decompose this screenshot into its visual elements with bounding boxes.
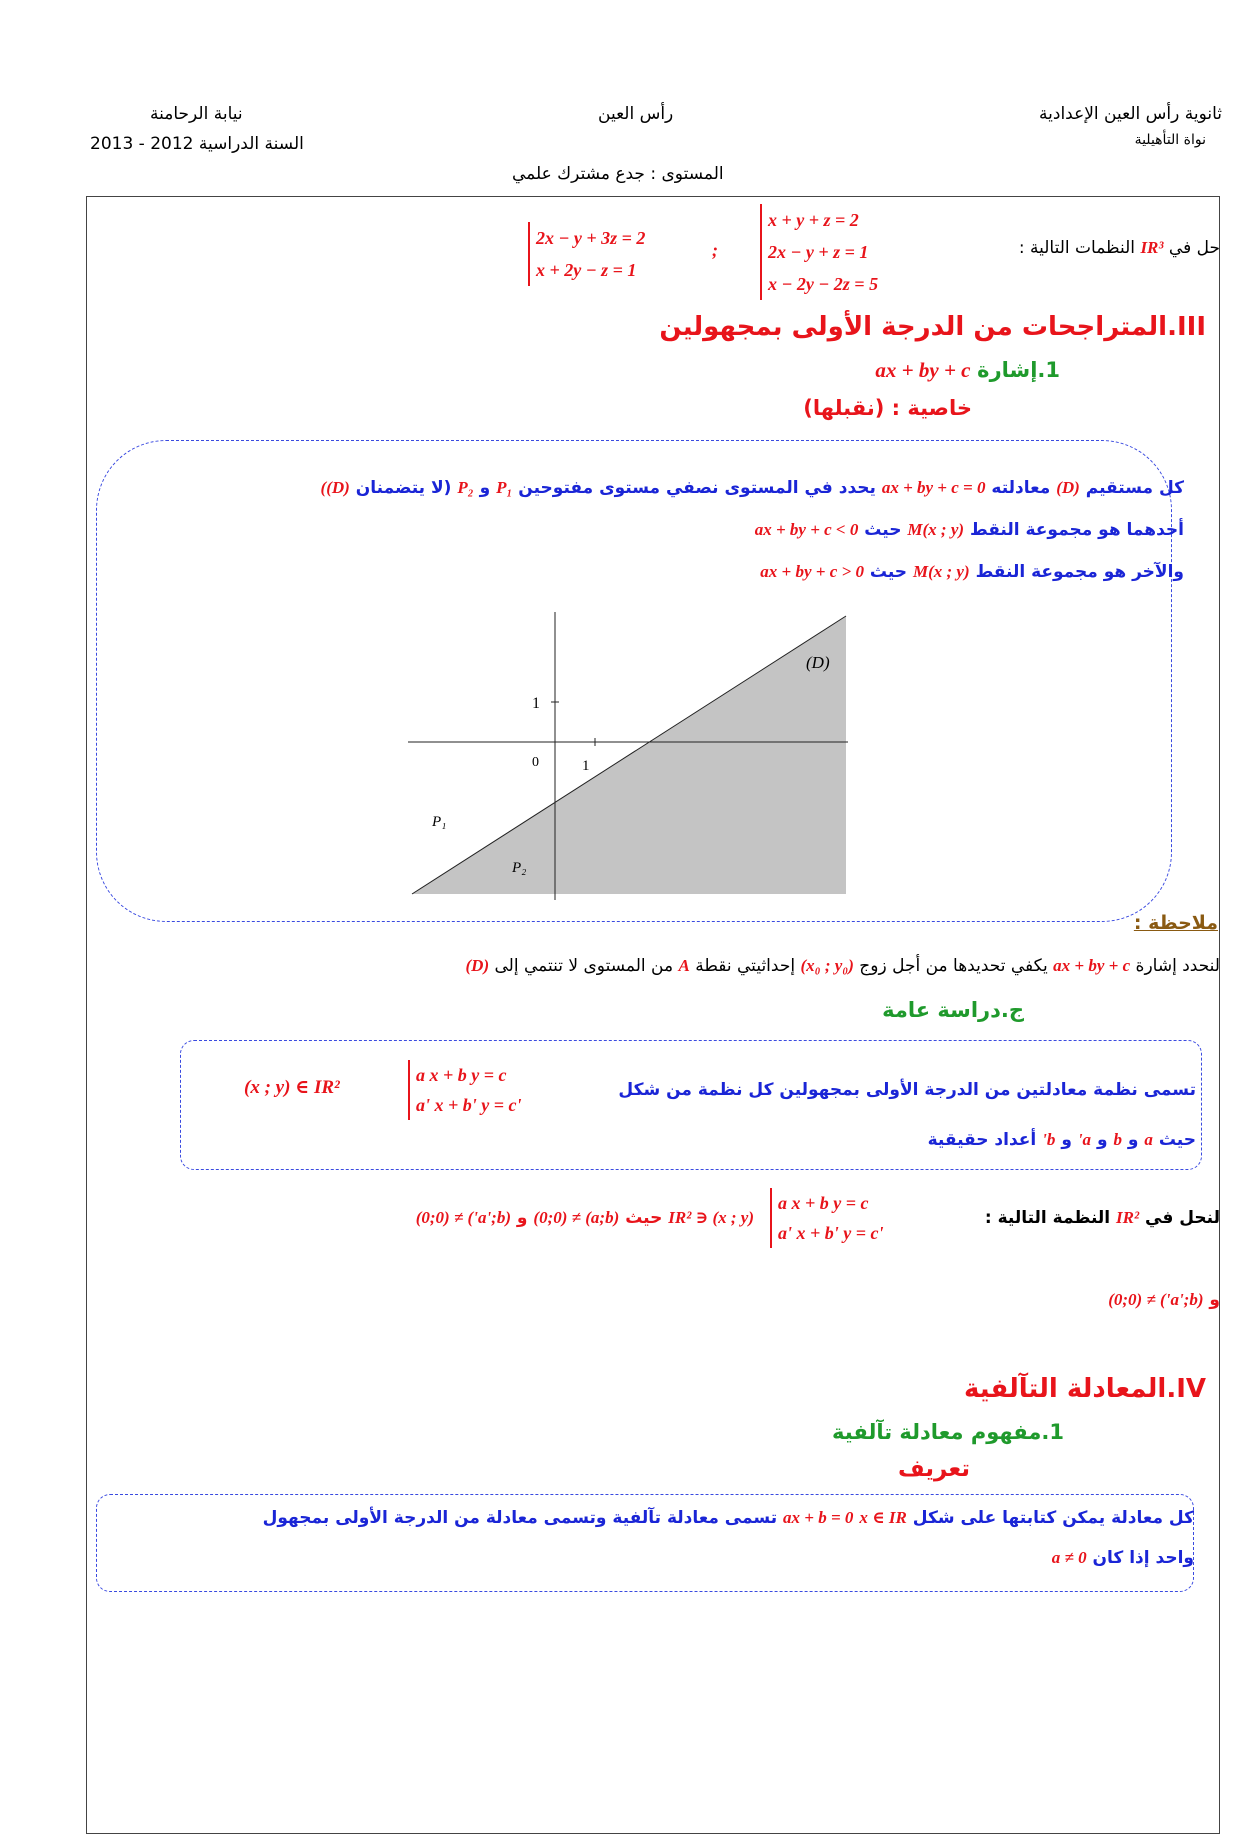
aff-t1: كل معادلة يمكن كتابتها على شكل xyxy=(912,1508,1194,1528)
aff-eq: ax + b = 0 xyxy=(783,1508,854,1527)
p1-P1: P₁ xyxy=(496,478,513,497)
system1-eq3: x − 2y − 2z = 5 xyxy=(768,274,879,294)
p1-P2: P₂ xyxy=(457,478,474,497)
aff-dom: x ∈ IR xyxy=(859,1508,907,1527)
aff-t2: تسمى معادلة تآلفية وتسمى معادلة من الدرجة الأولى بمجهول xyxy=(262,1508,778,1528)
graph-label-P2: P₂ xyxy=(512,860,527,876)
def-b: b xyxy=(1113,1130,1122,1149)
def-b2: b' xyxy=(1042,1130,1056,1149)
exercise-statement xyxy=(1019,238,1220,258)
exercise-text2: النظمات التالية : xyxy=(1018,238,1136,258)
city-name: رأس العين xyxy=(598,104,674,124)
graph-label-1y: 1 xyxy=(532,695,540,712)
definition-condition: (x ; y) ∈ IR² xyxy=(244,1077,340,1098)
p3-a: والآخر هو مجموعة النقط xyxy=(975,562,1184,582)
system-1 xyxy=(760,204,878,300)
system2-eq1: 2x − y + 3z = 2 xyxy=(536,228,646,248)
solve-cond: (x ; y) ∈ IR² xyxy=(668,1208,754,1227)
note-expr: ax + by + c xyxy=(1053,956,1131,975)
def-a: a xyxy=(1144,1130,1153,1149)
p1-d: (لا يتضمنان xyxy=(355,478,452,498)
school-core: نواة التأهيلية xyxy=(1134,132,1206,148)
system-separator: ; xyxy=(712,240,718,260)
graph-label-D: (D) xyxy=(806,653,830,672)
def-where: حيث xyxy=(1158,1130,1196,1150)
solve-t2: النظمة التالية : xyxy=(984,1208,1111,1228)
def-and2: و xyxy=(1096,1130,1108,1150)
sub1-label: 1.إشارة xyxy=(977,358,1060,382)
section4-sub1: 1.مفهوم معادلة تآلفية xyxy=(832,1420,1064,1444)
graph-label-P1: P₁ xyxy=(432,814,447,830)
def-and1: و xyxy=(1127,1130,1139,1150)
property-title: خاصية : (نقبلها) xyxy=(803,396,972,420)
exercise-set: IR³ xyxy=(1140,238,1164,257)
def-a2: a' xyxy=(1077,1130,1092,1149)
affine-line2 xyxy=(1052,1548,1194,1568)
system1-eq2: 2x − y + z = 1 xyxy=(768,242,869,262)
solve-eq1: a x + b y = c xyxy=(778,1193,869,1213)
school-year: السنة الدراسية 2012 - 2013 xyxy=(90,134,304,154)
note-t2: يكفي تحديدها من أجل زوج xyxy=(859,956,1048,976)
p1-c: يحدد في المستوى نصفي مستوى مفتوحين xyxy=(518,478,876,498)
p1-and: و xyxy=(479,478,491,498)
note-t3: إحداثيتي نقطة xyxy=(695,956,796,976)
section3-title: III.المتراجحات من الدرجة الأولى بمجهولين xyxy=(659,312,1206,342)
aff-t3: واحد إذا كان xyxy=(1092,1548,1194,1568)
solve-c2: (a';b') ≠ (0;0) xyxy=(415,1208,511,1227)
aff-cond: a ≠ 0 xyxy=(1051,1548,1087,1567)
p1-D: (D) xyxy=(1056,478,1080,497)
note-t4: من المستوى لا تنتمي إلى xyxy=(494,956,674,976)
school-name: ثانوية رأس العين الإعدادية xyxy=(1039,104,1222,124)
half-plane-graph xyxy=(408,612,848,900)
sub1-expr: ax + by + c xyxy=(875,358,971,382)
p1-b: معادلته xyxy=(991,478,1051,498)
def-real: أعداد حقيقية xyxy=(927,1130,1037,1150)
note-D: (D) xyxy=(465,956,490,975)
definition-system xyxy=(408,1060,522,1120)
solve-eq2: a' x + b' y = c' xyxy=(778,1223,884,1243)
p1-a: كل مستقيم xyxy=(1085,478,1184,498)
definition-box xyxy=(180,1040,1202,1170)
solve-t1: لنحل في xyxy=(1145,1208,1220,1228)
solve-and: و xyxy=(516,1208,528,1228)
property-line2 xyxy=(755,520,1184,540)
p3-ineq: ax + by + c > 0 xyxy=(760,562,864,581)
definition-where xyxy=(928,1130,1196,1150)
definition-title: تعريف xyxy=(898,1456,970,1482)
solve-system xyxy=(770,1188,884,1248)
section4-title: IV.المعادلة التآلفية xyxy=(963,1374,1206,1404)
solve-statement xyxy=(985,1208,1220,1228)
def-eq1: a x + b y = c xyxy=(416,1065,507,1085)
solve-extra xyxy=(1108,1290,1220,1310)
def-eq2: a' x + b' y = c' xyxy=(416,1095,522,1115)
exercise-text: حل في xyxy=(1168,238,1220,258)
solve-c1: (a;b) ≠ (0;0) xyxy=(533,1208,620,1227)
system-2 xyxy=(528,222,645,286)
system2-eq2: x + 2y − z = 1 xyxy=(536,260,637,280)
note-t1: لنحدد إشارة xyxy=(1135,956,1220,976)
solve-and2: و xyxy=(1209,1290,1220,1310)
solve-conditions xyxy=(416,1208,754,1228)
p2-b: حيث xyxy=(864,520,902,540)
system1-eq1: x + y + z = 2 xyxy=(768,210,859,230)
solve-where: حيث xyxy=(625,1208,663,1228)
p3-b: حيث xyxy=(869,562,908,582)
property-line1 xyxy=(321,478,1184,498)
directorate: نيابة الرحامنة xyxy=(150,104,243,124)
note-title: ملاحظة : xyxy=(1133,912,1218,934)
graph-label-1x: 1 xyxy=(582,758,590,774)
class-level: المستوى : جدع مشترك علمي xyxy=(512,164,724,184)
note-pair: (x₀ ; y₀) xyxy=(800,956,854,975)
graph-label-0: 0 xyxy=(532,755,539,770)
p2-ineq: ax + by + c < 0 xyxy=(754,520,859,539)
p3-M: M(x ; y) xyxy=(912,562,970,581)
p1-eq: ax + by + c = 0 xyxy=(881,478,986,497)
definition-text: تسمى نظمة معادلتين من الدرجة الأولى بمجهولين كل نظمة من شكل xyxy=(618,1080,1196,1100)
p1-D2: (D)) xyxy=(320,478,350,497)
def-and3: و xyxy=(1061,1130,1072,1150)
note-A: A xyxy=(678,956,690,975)
note-text xyxy=(465,956,1220,976)
solve-set: IR² xyxy=(1116,1208,1140,1227)
general-study-title: ج.دراسة عامة xyxy=(882,998,1024,1022)
p2-a: أحدهما هو مجموعة النقط xyxy=(969,520,1184,540)
p2-M: M(x ; y) xyxy=(907,520,965,539)
affine-line1 xyxy=(263,1508,1194,1528)
solve-c3: (a';b') ≠ (0;0) xyxy=(1108,1290,1204,1309)
property-line3 xyxy=(760,562,1184,582)
section3-sub1 xyxy=(875,358,1060,383)
